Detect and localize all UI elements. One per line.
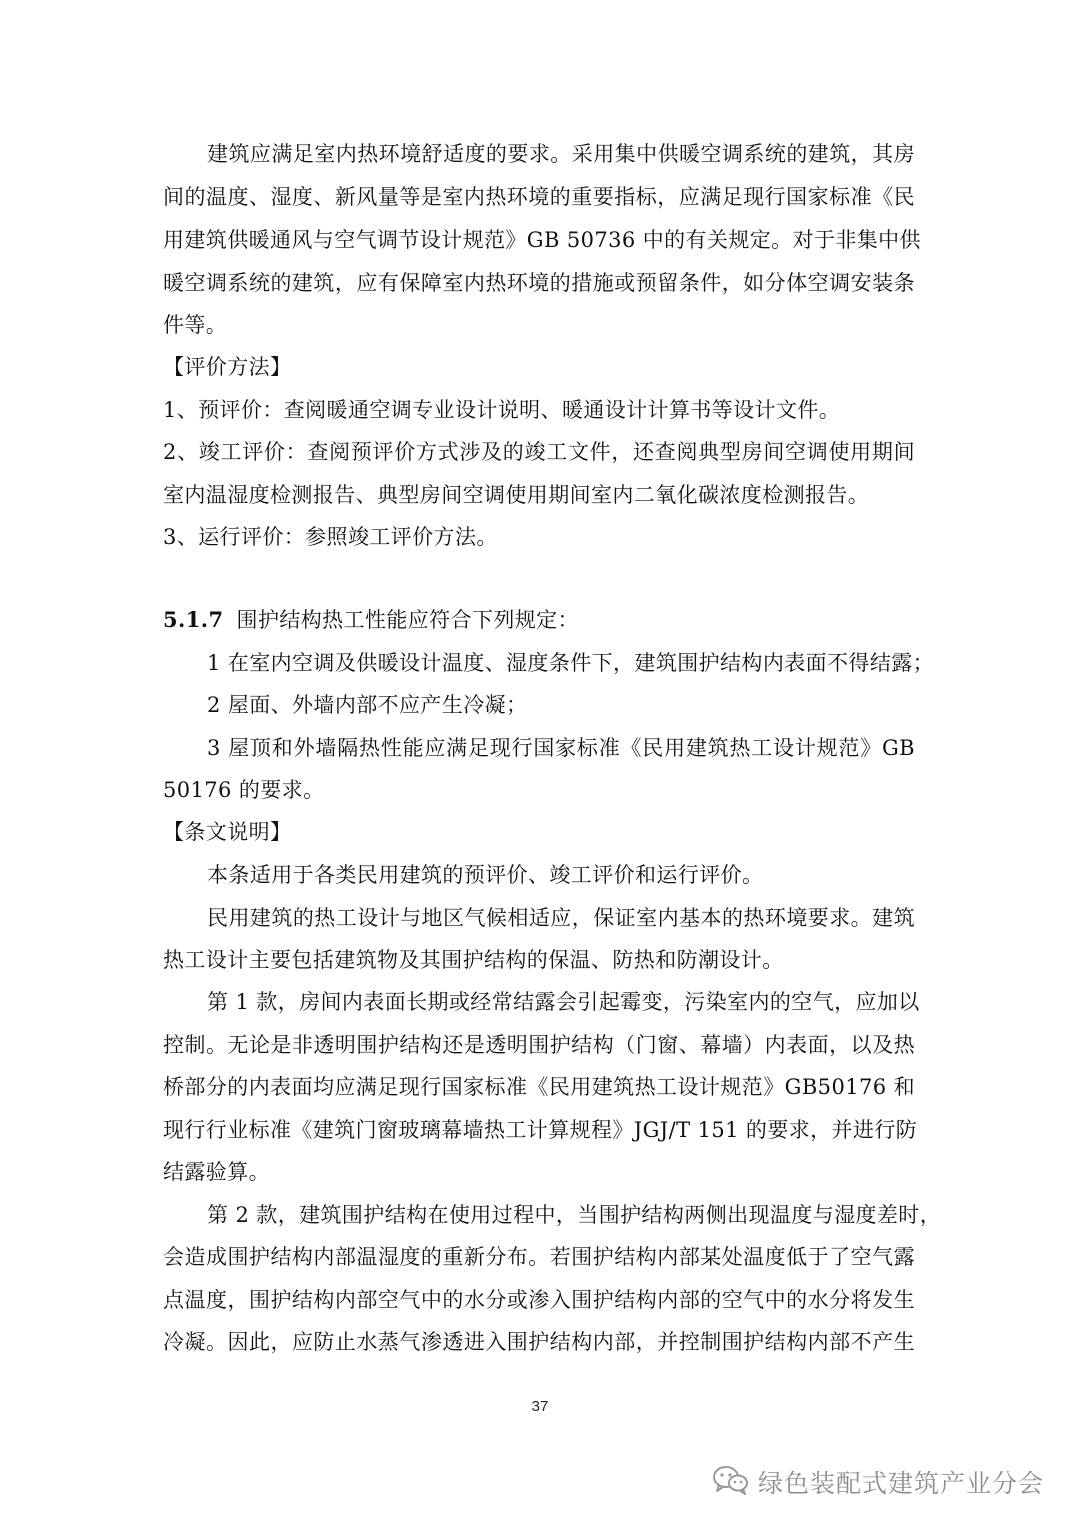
eval-item: 1、预评价：查阅暖通空调专业设计说明、暖通设计计算书等设计文件。 [163,398,841,422]
clause-item: 50176 的要求。 [163,778,325,802]
paragraph-line: 用建筑供暖通风与空气调节设计规范》GB 50736 中的有关规定。对于非集中供 [163,228,921,252]
explain-line: 冷凝。因此，应防止水蒸气渗透进入围护结构内部，并控制围护结构内部不产生 [163,1330,915,1354]
explain-line: 本条适用于各类民用建筑的预评价、竣工评价和运行评价。 [207,863,764,887]
paragraph-line: 件等。 [163,313,228,337]
explain-line: 热工设计主要包括建筑物及其围护结构的保温、防热和防潮设计。 [163,948,784,972]
clause-item: 2 屋面、外墙内部不应产生冷凝； [207,693,528,717]
explain-line: 民用建筑的热工设计与地区气候相适应，保证室内基本的热环境要求。建筑 [207,906,915,930]
watermark-text: 绿色装配式建筑产业分会 [758,1469,1045,1498]
explain-line: 控制。无论是非透明围护结构还是透明围护结构（门窗、幕墙）内表面，以及热 [163,1033,915,1057]
explain-line: 桥部分的内表面均应满足现行国家标准《民用建筑热工设计规范》GB50176 和 [163,1075,915,1099]
clause-heading [163,606,579,634]
explain-line: 第 2 款，建筑围护结构在使用过程中，当围护结构两侧出现温度与湿度差时， [207,1203,942,1227]
explain-line: 结露验算。 [163,1160,270,1184]
clause-title: 围护结构热工性能应符合下列规定： [236,608,579,632]
eval-item: 室内温湿度检测报告、典型房间空调使用期间室内二氧化碳浓度检测报告。 [163,483,870,507]
clause-number: 5.1.7 [163,607,224,632]
explain-line: 点温度，围护结构内部空气中的水分或渗入围护结构内部的空气中的水分将发生 [163,1288,915,1312]
paragraph-line: 间的温度、湿度、新风量等是室内热环境的重要指标，应满足现行国家标准《民 [163,185,915,209]
page-number: 37 [531,1398,549,1415]
explain-line: 会造成围护结构内部温湿度的重新分布。若围护结构内部某处温度低于了空气露 [163,1245,915,1269]
paragraph-line: 暖空调系统的建筑，应有保障室内热环境的措施或预留条件，如分体空调安装条 [163,271,915,295]
wechat-icon [712,1464,750,1500]
section-heading-explain: 【条文说明】 [163,820,292,844]
watermark [712,1462,1044,1502]
clause-item: 3 屋顶和外墙隔热性能应满足现行国家标准《民用建筑热工设计规范》GB [207,736,915,760]
clause-item: 1 在室内空调及供暖设计温度、湿度条件下，建筑围护结构内表面不得结露； [207,651,935,675]
explain-line: 现行行业标准《建筑门窗玻璃幕墙热工计算规程》JGJ/T 151 的要求，并进行防 [163,1118,918,1142]
explain-line: 第 1 款，房间内表面长期或经常结露会引起霉变，污染室内的空气，应加以 [207,990,920,1014]
section-heading-eval: 【评价方法】 [163,355,292,379]
eval-item: 3、运行评价：参照竣工评价方法。 [163,525,498,549]
paragraph-line: 建筑应满足室内热环境舒适度的要求。采用集中供暖空调系统的建筑，其房 [207,142,915,166]
eval-item: 2、竣工评价：查阅预评价方式涉及的竣工文件，还查阅典型房间空调使用期间 [163,440,915,464]
